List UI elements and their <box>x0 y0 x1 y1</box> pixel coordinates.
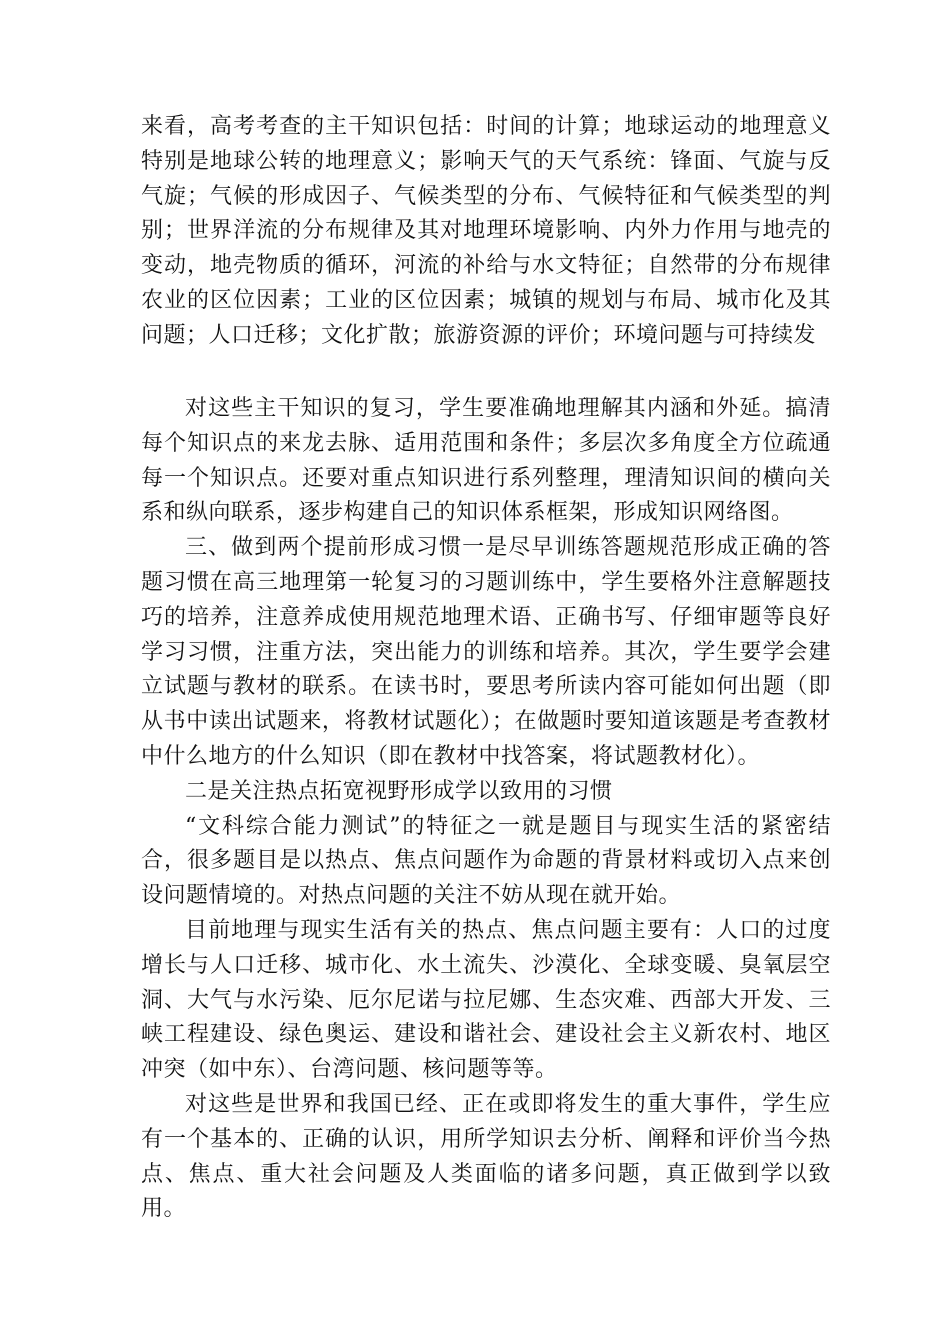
paragraph: 目前地理与现实生活有关的热点、焦点问题主要有：人口的过度增长与人口迁移、城市化、水土流失、沙漠化、全球变暖、臭氧层空洞、大气与水污染、厄尔尼诺与拉尼娜、生态灾难、西部大开发、三峡工程建设、绿色奥运、建设和谐社会、建设社会主义新农村、地区冲突（如中东）、台湾问题、核问题等等。 <box>141 917 831 1083</box>
paragraph: 对这些是世界和我国已经、正在或即将发生的重大事件，学生应有一个基本的、正确的认识，用所学知识去分析、阐释和评价当今热点、焦点、重大社会问题及人类面临的诸多问题，真正做到学以致用。 <box>141 1091 831 1222</box>
paragraph: 对这些主干知识的复习，学生要准确地理解其内涵和外延。搞清每个知识点的来龙去脉、适用范围和条件；多层次多角度全方位疏通每一个知识点。还要对重点知识进行系列整理，理清知识间的横向关系和纵向联系，逐步构建自己的知识体系框架，形成知识网络图。 <box>141 396 831 526</box>
text-block-top <box>141 110 831 354</box>
text-block-main <box>141 392 831 1227</box>
paragraph: 来看，高考考查的主干知识包括：时间的计算；地球运动的地理意义特别是地球公转的地理意义；影响天气的天气系统：锋面、气旋与反气旋；气候的形成因子、气候类型的分布、气候特征和气候类型的判别；世界洋流的分布规律及其对地理环境影响、内外力作用与地壳的变动，地壳物质的循环，河流的补给与水文特征；自然带的分布规律农业的区位因素；工业的区位因素；城镇的规划与布局、城市化及其问题；人口迁移；文化扩散；旅游资源的评价；环境问题与可持续发 <box>141 114 831 348</box>
paragraph: “文科综合能力测试”的特征之一就是题目与现实生活的紧密结合，很多题目是以热点、焦点问题作为命题的背景材料或切入点来创设问题情境的。对热点问题的关注不妨从现在就开始。 <box>141 813 831 909</box>
paragraph-heading: 二是关注热点拓宽视野形成学以致用的习惯 <box>185 778 613 804</box>
paragraph: 三、做到两个提前形成习惯一是尽早训练答题规范形成正确的答题习惯在高三地理第一轮复习的习题训练中，学生要格外注意解题技巧的培养，注意养成使用规范地理术语、正确书写、仔细审题等良好学习习惯，注重方法，突出能力的训练和培养。其次，学生要学会建立试题与教材的联系。在读书时，要思考所读内容可能如何出题（即从书中读出试题来，将教材试题化）；在做题时要知道该题是考查教材中什么地方的什么知识（即在教材中找答案，将试题教材化）。 <box>141 535 831 769</box>
